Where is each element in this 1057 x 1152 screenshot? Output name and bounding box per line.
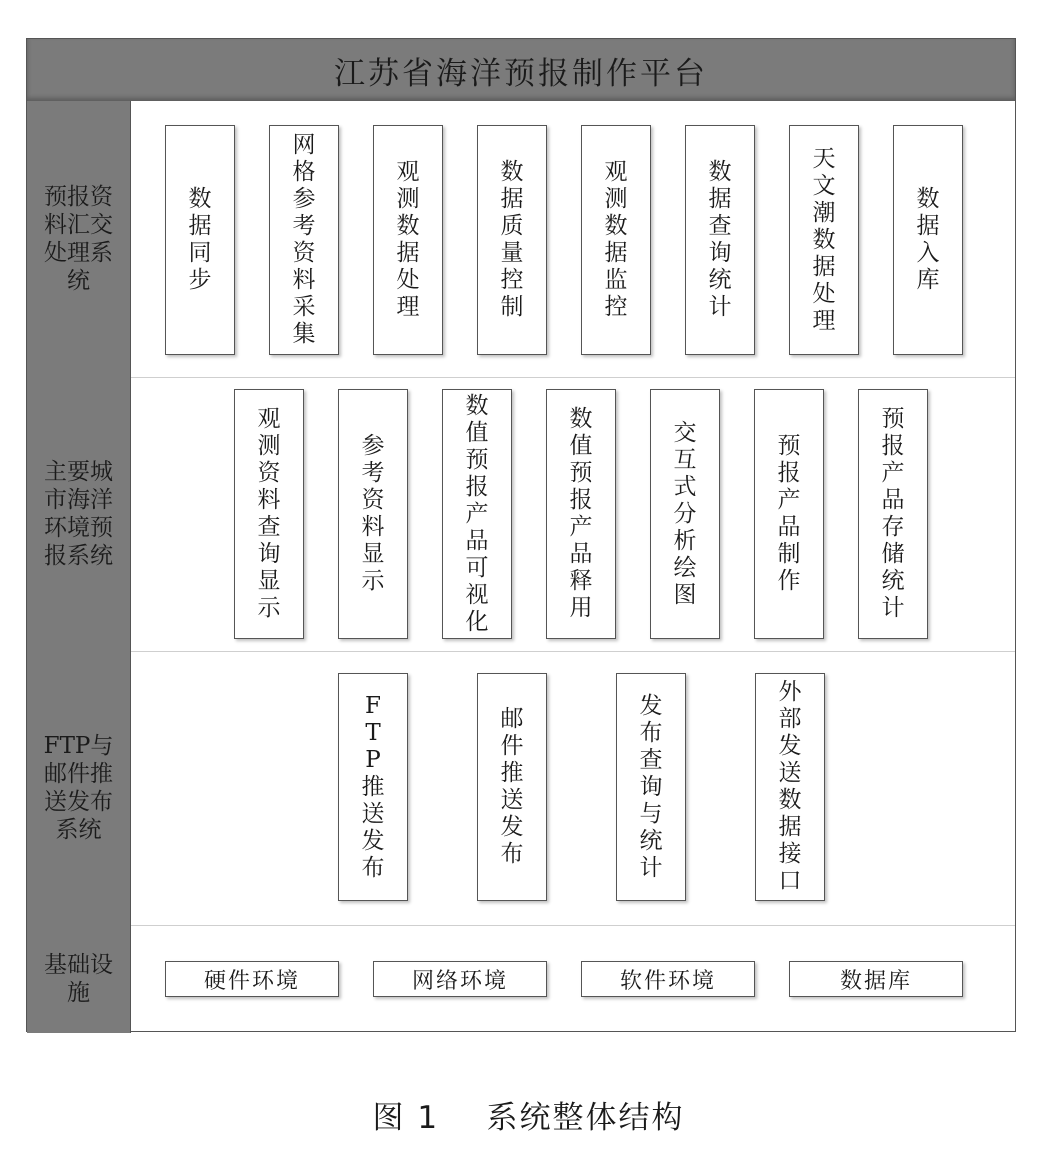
module-label: 数据查询统计	[708, 159, 732, 320]
module-box	[754, 389, 824, 639]
figure-caption: 图 1 系统整体结构	[372, 1100, 685, 1136]
module-box	[650, 389, 720, 639]
module-box	[581, 125, 651, 355]
module-box	[234, 389, 304, 639]
module-label: 预报产品制作	[777, 433, 801, 594]
module-label: 参考资料显示	[361, 433, 385, 594]
infra-box-software: 软件环境	[581, 961, 755, 997]
module-box	[477, 673, 547, 901]
module-label: 观测资料查询显示	[257, 406, 281, 621]
module-box	[789, 125, 859, 355]
layer-label-text: FTP与邮件推送发布系统	[43, 733, 114, 843]
module-box	[165, 125, 235, 355]
architecture-frame	[26, 38, 1016, 1032]
module-label: 网格参考资料采集	[292, 132, 316, 347]
module-box	[893, 125, 963, 355]
module-label: 数据同步	[188, 186, 212, 293]
module-label: 数值预报产品释用	[569, 406, 593, 621]
layer-label-forecast	[27, 377, 131, 651]
module-box	[616, 673, 686, 901]
platform-title: 江苏省海洋预报制作平台	[27, 39, 1015, 101]
module-box	[373, 125, 443, 355]
module-label: FTP推送发布	[361, 692, 385, 881]
layer-area-publish	[131, 651, 1015, 926]
module-box	[477, 125, 547, 355]
layer-area-data-collection	[131, 101, 1015, 377]
module-label: 邮件推送发布	[500, 706, 524, 867]
module-label: 数据质量控制	[500, 159, 524, 320]
module-box	[858, 389, 928, 639]
layer-label-publish	[27, 651, 131, 925]
module-label: 数值预报产品可视化	[465, 392, 489, 635]
module-box	[546, 389, 616, 639]
module-box	[269, 125, 339, 355]
layer-label-text: 主要城市海洋环境预报系统	[44, 459, 113, 569]
module-box	[338, 673, 408, 901]
infra-box-hardware: 硬件环境	[165, 961, 339, 997]
module-label: 天文潮数据处理	[812, 145, 836, 334]
module-label: 发布查询与统计	[639, 692, 663, 881]
module-label: 观测数据处理	[396, 159, 420, 320]
module-box	[442, 389, 512, 639]
module-label: 数据入库	[916, 186, 940, 293]
module-label: 交互式分析绘图	[673, 419, 697, 608]
layer-label-text: 预报资料汇交处理系统	[44, 184, 113, 294]
module-label: 外部发送数据接口	[778, 679, 802, 894]
infra-box-database: 数据库	[789, 961, 963, 997]
module-box	[755, 673, 825, 901]
module-box	[685, 125, 755, 355]
infra-box-network: 网络环境	[373, 961, 547, 997]
module-label: 观测数据监控	[604, 159, 628, 320]
layer-label-data-collection	[27, 101, 131, 377]
module-label: 预报产品存储统计	[881, 406, 905, 621]
module-box	[338, 389, 408, 639]
layer-label-text: 基础设施	[44, 952, 113, 1006]
layer-label-infrastructure	[27, 925, 131, 1033]
